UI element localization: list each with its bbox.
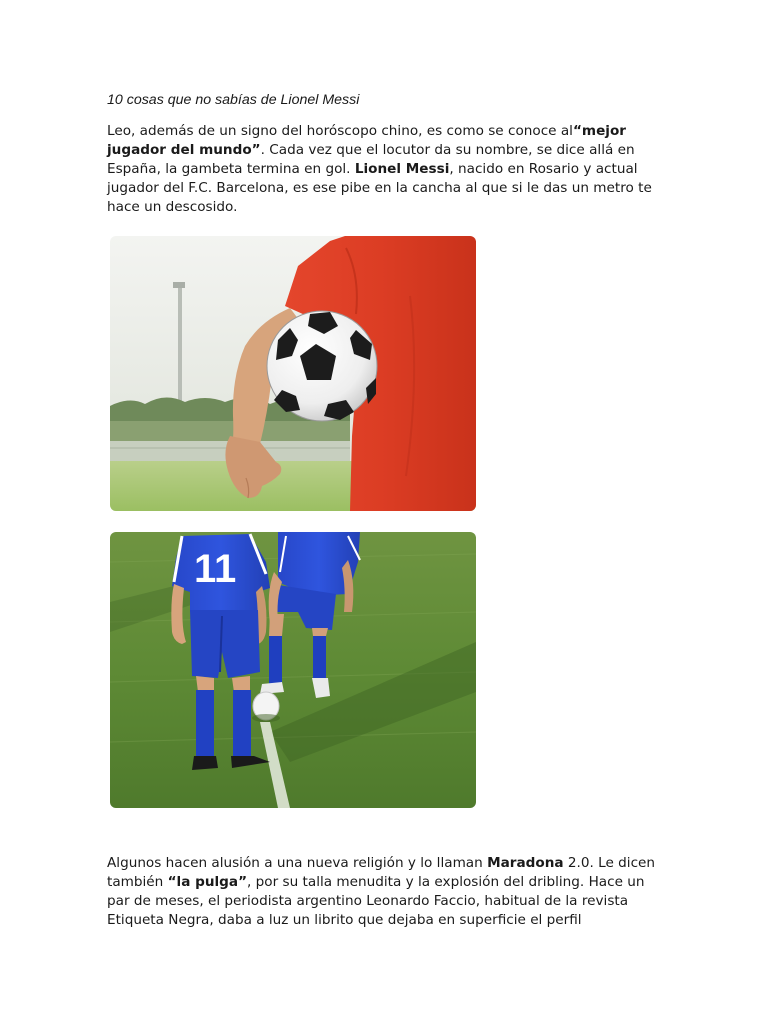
intro-text-3: , nacido en Rosario y actual jugador del F.C. Barcelona, es ese pibe en la cancha al que si le das un metro te hace un descosido.	[107, 161, 652, 215]
intro-bold-lionel-messi: Lionel Messi	[354, 161, 450, 177]
players-kickoff-photo	[110, 532, 476, 808]
second-text-3: , por su talla menudita y la explosión del dribling. Hace un par de meses, el periodista argentino Leonardo Faccio, habitual de la revista Etiqueta Negra, daba a luz un librito que dejaba en superficie el perfil	[107, 874, 645, 928]
second-text-2: 2.0. Le dicen también	[107, 855, 656, 890]
intro-bold-best-player: “mejor jugador del mundo”	[107, 123, 626, 158]
jersey-number: 11	[194, 547, 237, 591]
intro-text-2: . Cada vez que el locutor da su nombre, se dice allá en España, la gambeta termina en gol.	[107, 142, 635, 177]
second-bold-maradona: Maradona	[487, 855, 564, 871]
intro-paragraph	[107, 122, 667, 217]
intro-text-1: Leo, además de un signo del horóscopo chino, es como se conoce al	[107, 123, 573, 139]
second-bold-la-pulga: “la pulga”	[167, 874, 248, 890]
second-paragraph	[107, 854, 667, 930]
second-text-1: Algunos hacen alusión a una nueva religión y lo llaman	[107, 855, 488, 871]
article-title: 10 cosas que no sabías de Lionel Messi	[107, 92, 360, 108]
soccer-ball-under-arm-photo	[110, 236, 476, 511]
